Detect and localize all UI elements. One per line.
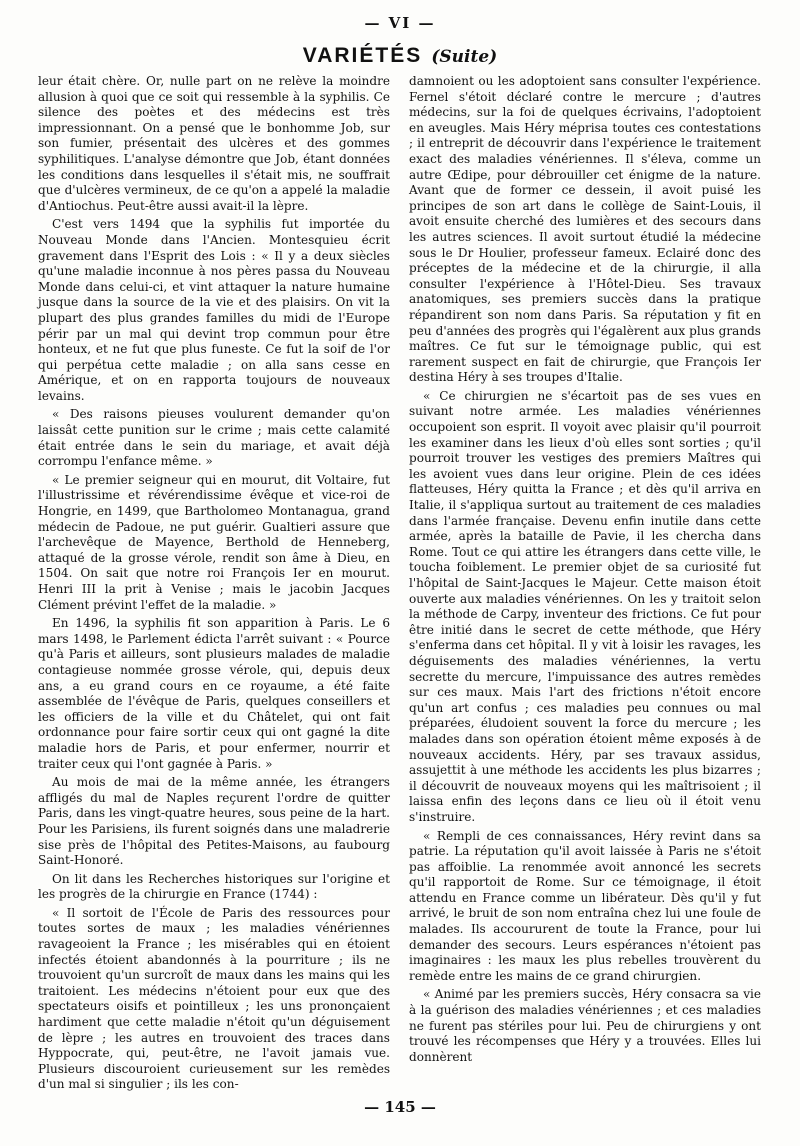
paragraph: On lit dans les Recherches historiques sur l'origine et les progrès de la chirurgie en France (1744) : <box>38 871 390 902</box>
paragraph: En 1496, la syphilis fit son apparition à Paris. Le 6 mars 1498, le Parlement édicta l'arrêt suivant : « Pource qu'à Paris et ailleurs, sont plusieurs malades de maladie contagieuse nommée grosse vérole, qui, depuis deux ans, a eu grand cours en ce royaume, a été faite assemblée de l'évêque de Paris, quelques conseillers et les officiers de la ville et du Châtelet, qui ont fait ordonnance pour faire sortir ceux qui ont gagné la dite maladie hors de Paris, et pour enfermer, nourrir et traiter ceux qui l'ont gagnée à Paris. » <box>38 616 390 771</box>
section-title-main: VARIÉTÉS <box>302 44 423 67</box>
right-column <box>409 74 761 1068</box>
section-title-subtitle: (Suite) <box>431 47 498 67</box>
paragraph: « Rempli de ces connaissances, Héry revint dans sa patrie. La réputation qu'il avoit laissée à Paris ne s'étoit pas affoiblie. La renommée avoit annoncé les secrets qu'il rapportoit de Rome. Sur ce témoignage, il étoit attendu en France comme un libérateur. Dès qu'il y fut arrivé, le bruit de son nom entraîna chez lui une foule de malades. Ils accoururent de toute la France, pour lui demander des secours. Leurs espérances n'étoient pas imaginaires : les maux les plus rebelles trouvèrent du remède entre les mains de ce grand chirurgien. <box>409 828 761 983</box>
page-header: — VI — <box>364 14 436 32</box>
paragraph: leur était chère. Or, nulle part on ne relève la moindre allusion à quoi que ce soit qui ressemble à la syphilis. Ce silence des poètes et des médecins est très impressionnant. On a pensé que le bonhomme Job, sur son fumier, présentait des ulcères et des gommes syphilitiques. L'analyse démontre que Job, étant données les conditions dans lesquelles il s'était mis, ne souffrait que d'ulcères vermineux, de ce qu'on a appelé la maladie d'Antiochus. Peut-être aussi avait-il la lèpre. <box>38 74 390 213</box>
paragraph: « Des raisons pieuses voulurent demander qu'on laissât cette punition sur le crime ; mais cette calamité était entrée dans le sein du mariage, et avait déjà corrompu l'enfance même. » <box>38 407 390 469</box>
section-title <box>0 44 800 68</box>
paragraph: « Ce chirurgien ne s'écartoit pas de ses vues en suivant notre armée. Les maladies vénériennes occupoient son esprit. Il voyoit avec plaisir qu'il pourroit les examiner dans les lieux d'où elles sont sorties ; qu'il pourroit trouver les vestiges des premiers Maîtres qui les avoient vues dans leur origine. Plein de ces idées flatteuses, Héry quitta la France ; et dès qu'il arriva en Italie, il s'appliqua surtout au traitement de ces maladies dans l'armée française. Devenu enfin inutile dans cette armée, après la bataille de Pavie, il les chercha dans Rome. Tout ce qui attire les étrangers dans cette ville, le toucha foiblement. Le premier objet de sa curiosité fut l'hôpital de Saint-Jacques le Majeur. Cette maison étoit ouverte aux maladies vénériennes. On les y traitoit selon la méthode de Carpy, inventeur des frictions. Ce fut pour être initié dans le secret de cette méthode, que Héry s'enferma dans cet hôpital. Il y vit à loisir les ravages, les déguisements des maladies vénériennes, la vertu secrette du mercure, l'impuissance des autres remèdes sur ces maux. Mais l'art des frictions n'étoit encore qu'un art confus ; ces maladies peu connues ou mal préparées, éludoient souvent la force du mercure ; les malades dans son opération étoient même exposés à de nouveaux accidents. Héry, par ses travaux assidus, assujettit à une méthode les accidents les plus bizarres ; il découvrit de nouveaux moyens qui les maîtrisoient ; il laissa enfin des leçons dans ce lieu où il étoit venu s'instruire. <box>409 388 761 824</box>
paragraph: « Le premier seigneur qui en mourut, dit Voltaire, fut l'illustrissime et révérendissime évêque et vice-roi de Hongrie, en 1499, que Bartholomeo Montanagua, grand médecin de Padoue, ne put guérir. Gualtieri assure que l'archevêque de Mayence, Berthold de Henneberg, attaqué de la grosse vérole, rendit son âme à Dieu, en 1504. On sait que notre roi François Ier en mourut. Henri III la prit à Venise ; mais le jacobin Jacques Clément prévint l'effet de la maladie. » <box>38 472 390 612</box>
paragraph: C'est vers 1494 que la syphilis fut importée du Nouveau Monde dans l'Ancien. Montesquieu écrit gravement dans l'Esprit des Lois : « Il y a deux siècles qu'une maladie inconnue à nos pères passa du Nouveau Monde dans celui-ci, et vint attaquer la nature humaine jusque dans la source de la vie et des plaisirs. On vit la plupart des plus grandes familles du midi de l'Europe périr par un mal qui devint trop commun pour être honteux, et ne fut que plus funeste. Ce fut la soif de l'or qui perpétua cette maladie ; on alla sans cesse en Amérique, et on en rapporta toujours de nouveaux levains. <box>38 217 390 403</box>
paragraph: damnoient ou les adoptoient sans consulter l'expérience. Fernel s'étoit déclaré contre le mercure ; d'autres médecins, sur la foi de quelques écrivains, l'adoptoient en aveugles. Mais Héry méprisa toutes ces contestations ; il entreprit de découvrir dans l'expérience le traitement exact des maladies vénériennes. Il s'éleva, comme un autre Œdipe, pour débrouiller cet énigme de la nature. Avant que de former ce dessein, il avoit puisé les principes de son art dans le collège de Saint-Louis, il avoit ensuite cherché des lumières et des secours dans les autres sciences. Il avoit surtout étudié la médecine sous le Dr Houlier, professeur fameux. Eclairé donc des préceptes de la médecine et de la chirurgie, il alla consulter l'expérience à l'Hôtel-Dieu. Ses travaux anatomiques, ses premiers succès dans la pratique répandirent son nom dans Paris. Sa réputation y fit en peu d'années des progrès qui l'égalèrent aux plus grands maîtres. Ce fut sur le témoignage public, qui est rarement suspect en fait de chirurgie, que François Ier destina Héry à ses troupes d'Italie. <box>409 74 761 385</box>
left-column <box>38 74 390 1096</box>
page-number: — 145 — <box>364 1098 436 1116</box>
paragraph: Au mois de mai de la même année, les étrangers affligés du mal de Naples reçurent l'ordre de quitter Paris, dans les vingt-quatre heures, sous peine de la hart. Pour les Parisiens, ils furent soignés dans une maladrerie sise près de l'hôpital des Petites-Maisons, au faubourg Saint-Honoré. <box>38 775 391 868</box>
paragraph: « Il sortoit de l'École de Paris des ressources pour toutes sortes de maux ; les maladies vénériennes ravageoient la France ; les misérables qui en étoient infectés étoient abandonnés à la pourriture ; ils ne trouvoient qu'un surcroît de maux dans les mains qui les traitoient. Les médecins n'étoient pour eux que des spectateurs oisifs et pointilleux ; les uns prononçaient hardiment que cette maladie n'étoit qu'un déguisement de lèpre ; les autres en trouvoient des traces dans Hyppocrate, qui, peut-être, ne l'avoit jamais vue. Plusieurs discouroient curieusement sur les remèdes d'un mal si singulier ; ils les con- <box>38 905 390 1092</box>
paragraph: « Animé par les premiers succès, Héry consacra sa vie à la guérison des maladies vénériennes ; et ces maladies ne furent pas stériles pour lui. Peu de chirurgiens y ont trouvé les récompenses que Héry y a trouvées. Elles lui donnèrent <box>409 987 761 1064</box>
